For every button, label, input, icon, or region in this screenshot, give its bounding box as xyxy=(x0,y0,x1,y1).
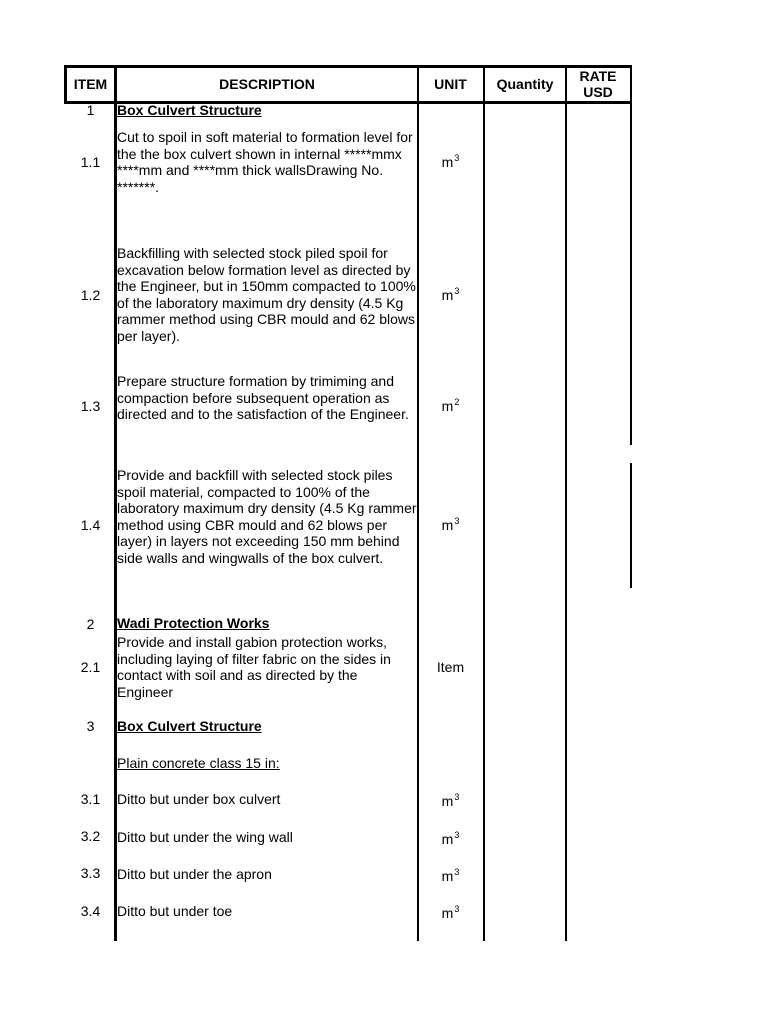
item-description: Cut to spoil in soft material to formation level for the the box culvert shown in internal *****mmx ****mm and ****mm thick wallsDrawing No. *******. xyxy=(117,129,413,195)
header-quantity: Quantity xyxy=(496,76,554,92)
item-unit: $m^3$ xyxy=(441,830,460,847)
item-description: Ditto but under the apron xyxy=(117,866,272,882)
item-number: 1.1 xyxy=(80,154,101,170)
section-heading: Box Culvert Structure xyxy=(117,102,262,118)
item-unit: Item xyxy=(436,659,465,675)
item-number: 2 xyxy=(86,616,95,632)
item-description: Ditto but under toe xyxy=(117,903,233,919)
item-description: Prepare structure formation by trimiming and compaction before subsequent operation as directed and to the satisfaction of the Engineer. xyxy=(117,373,409,423)
item-unit: $m^2$ xyxy=(441,397,460,414)
rule-unit-qty xyxy=(483,65,485,941)
item-unit: $m^3$ xyxy=(441,904,460,921)
rule-right-upper xyxy=(630,65,632,445)
item-number: 3 xyxy=(86,718,95,734)
header-unit: UNIT xyxy=(434,76,467,92)
item-unit: $m^3$ xyxy=(441,153,460,170)
item-number: 3.1 xyxy=(80,791,101,807)
item-description: Provide and install gabion protection works, including laying of filter fabric on the sides in contact with soil and as directed by the Engineer xyxy=(117,634,391,700)
item-number: 3.3 xyxy=(80,865,101,881)
header-description: DESCRIPTION xyxy=(219,76,315,92)
item-number: 3.4 xyxy=(80,903,101,919)
item-number: 1.2 xyxy=(80,287,101,303)
header-rate-line2: USD xyxy=(583,84,613,100)
item-number: 1.3 xyxy=(80,398,101,414)
item-unit: $m^3$ xyxy=(441,867,460,884)
item-number: 2.1 xyxy=(80,659,101,675)
rule-left-header xyxy=(64,65,67,103)
item-unit: $m^3$ xyxy=(441,516,460,533)
item-number: 3.2 xyxy=(80,828,101,844)
item-unit: $m^3$ xyxy=(441,792,460,809)
section-heading: Box Culvert Structure xyxy=(117,718,262,734)
subheading: Plain concrete class 15 in: xyxy=(117,755,280,771)
header-top-rule xyxy=(64,65,632,68)
section-heading: Wadi Protection Works xyxy=(117,615,270,631)
item-description: Ditto but under box culvert xyxy=(117,791,281,807)
item-number: 1 xyxy=(86,102,95,118)
header-rate xyxy=(566,66,630,102)
header-rate-line1: RATE xyxy=(579,68,617,84)
item-description: Ditto but under the wing wall xyxy=(117,829,293,845)
item-unit: $m^3$ xyxy=(441,286,460,303)
item-number: 1.4 xyxy=(80,517,101,533)
rule-desc-unit xyxy=(417,65,419,941)
rule-right-lower xyxy=(630,463,632,588)
header-item: ITEM xyxy=(73,76,108,92)
item-description: Provide and backfill with selected stock piles spoil material, compacted to 100% of the laboratory maximum dry density (4.5 Kg rammer method using CBR mould and 62 blows per layer) in layers not exceeding 150 mm behind side walls and wingwalls of the box culvert. xyxy=(117,467,417,566)
item-description: Backfilling with selected stock piled spoil for excavation below formation level as directed by the Engineer, but in 150mm compacted to 100% of the laboratory maximum dry density (4.5 Kg rammer method using CBR mould and 62 blows per layer). xyxy=(117,245,416,344)
rule-qty-rate xyxy=(565,65,567,941)
